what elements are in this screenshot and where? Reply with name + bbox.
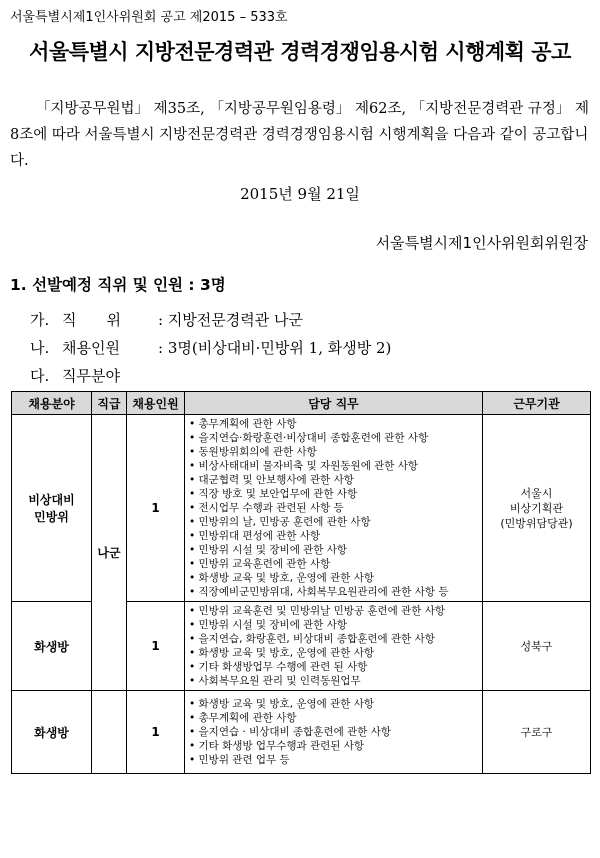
- cell-duties: [185, 602, 483, 691]
- table-row: [12, 415, 591, 602]
- duty-item: • 화생방 교육 및 방호, 운영에 관한 사항: [189, 697, 478, 711]
- cell-org: 구로구: [483, 691, 591, 774]
- table-row: [12, 691, 591, 774]
- cell-count: 1: [127, 415, 185, 602]
- header-rank: 직급: [92, 392, 127, 415]
- duty-item: • 민방위 교육훈련에 관한 사항: [189, 557, 478, 571]
- duty-item: • 을지연습·화랑훈련·비상대비 종합훈련에 관한 사항: [189, 431, 478, 445]
- duty-item: • 사회복무요원 관리 및 인력동원업무: [189, 674, 478, 688]
- duty-item: • 비상사태대비 물자비축 및 자원동원에 관한 사항: [189, 459, 478, 473]
- header-duty: 담당 직무: [185, 392, 483, 415]
- cell-org: 서울시 비상기획관 (민방위담당관): [483, 415, 591, 602]
- header-org: 근무기관: [483, 392, 591, 415]
- duty-item: • 민방위 교육훈련 및 민방위날 민방공 훈련에 관한 사항: [189, 604, 478, 618]
- duty-item: • 대군협력 및 안보행사에 관한 사항: [189, 473, 478, 487]
- signer: 서울특별시제1인사위원회위원장: [375, 234, 588, 252]
- announcement-date: 2015년 9월 21일: [240, 185, 360, 203]
- cell-count: 1: [127, 691, 185, 774]
- duty-item: • 을지연습 · 비상대비 종합훈련에 관한 사항: [189, 725, 478, 739]
- duty-item: • 총무계획에 관한 사항: [189, 417, 478, 431]
- duty-item: • 민방위 시설 및 장비에 관한 사항: [189, 618, 478, 632]
- cell-rank-empty: [92, 691, 127, 774]
- duty-item: • 화생방 교육 및 방호, 운영에 관한 사항: [189, 571, 478, 585]
- notice-number: 서울특별시제1인사위원회 공고 제2015 – 533호: [10, 10, 288, 25]
- duty-list: [189, 417, 478, 599]
- intro-paragraph: [10, 96, 592, 174]
- item-label: 다.: [30, 367, 50, 385]
- duty-item: • 기타 화생방업무 수행에 관련 된 사항: [189, 660, 478, 674]
- duty-item: • 민방위대 편성에 관한 사항: [189, 529, 478, 543]
- cell-field: 비상대비 민방위: [12, 415, 92, 602]
- item-headcount: [30, 337, 391, 358]
- header-field: 채용분야: [12, 392, 92, 415]
- cell-org: 성북구: [483, 602, 591, 691]
- duty-list: [189, 604, 478, 688]
- duty-item: • 민방위 관련 업무 등: [189, 753, 478, 767]
- duty-item: • 화생방 교육 및 방호, 운영에 관한 사항: [189, 646, 478, 660]
- cell-field: 화생방: [12, 691, 92, 774]
- header-count: 채용인원: [127, 392, 185, 415]
- page-title: 서울특별시 지방전문경력관 경력경쟁임용시험 시행계획 공고: [29, 40, 571, 64]
- item-key: 직무분야: [62, 367, 120, 385]
- item-position: [30, 309, 303, 330]
- item-value: : 지방전문경력관 나군: [158, 311, 304, 329]
- duty-item: • 민방위 시설 및 장비에 관한 사항: [189, 543, 478, 557]
- cell-duties: [185, 415, 483, 602]
- item-label: 나.: [30, 339, 50, 357]
- duty-item: • 전시업무 수행과 관련된 사항 등: [189, 501, 478, 515]
- duty-list: [189, 697, 478, 767]
- duty-item: • 동원방위회의에 관한 사항: [189, 445, 478, 459]
- duty-item: • 기타 화생방 업무수행과 관련된 사항: [189, 739, 478, 753]
- duty-item: • 직장예비군민방위대, 사회복무요원관리에 관한 사항 등: [189, 585, 478, 599]
- duty-item: • 민방위의 날, 민방공 훈련에 관한 사항: [189, 515, 478, 529]
- duty-item: • 직장 방호 및 보안업무에 관한 사항: [189, 487, 478, 501]
- intro-text: 「지방공무원법」 제35조, 「지방공무원임용령」 제62조, 「지방전문경력관 규정」 제8조에 따라 서울특별시 지방전문경력관 경력경쟁임용시험 시행계획을 다음과 같이 공고합니다.: [10, 101, 589, 169]
- table-header-row: [12, 392, 591, 415]
- item-label: 가.: [30, 311, 50, 329]
- duty-item: • 을지연습, 화랑훈련, 비상대비 종합훈련에 관한 사항: [189, 632, 478, 646]
- section-heading: 1. 선발예정 직위 및 인원 : 3명: [10, 276, 226, 294]
- duty-item: • 총무계획에 관한 사항: [189, 711, 478, 725]
- cell-count: 1: [127, 602, 185, 691]
- cell-rank: 나군: [92, 415, 127, 691]
- item-key: 직 위: [62, 311, 121, 329]
- item-value: : 3명(비상대비·민방위 1, 화생방 2): [158, 339, 392, 357]
- cell-field: 화생방: [12, 602, 92, 691]
- item-job-field: [30, 365, 120, 386]
- cell-duties: [185, 691, 483, 774]
- item-key: 채용인원: [62, 339, 120, 357]
- duties-table: [11, 391, 591, 774]
